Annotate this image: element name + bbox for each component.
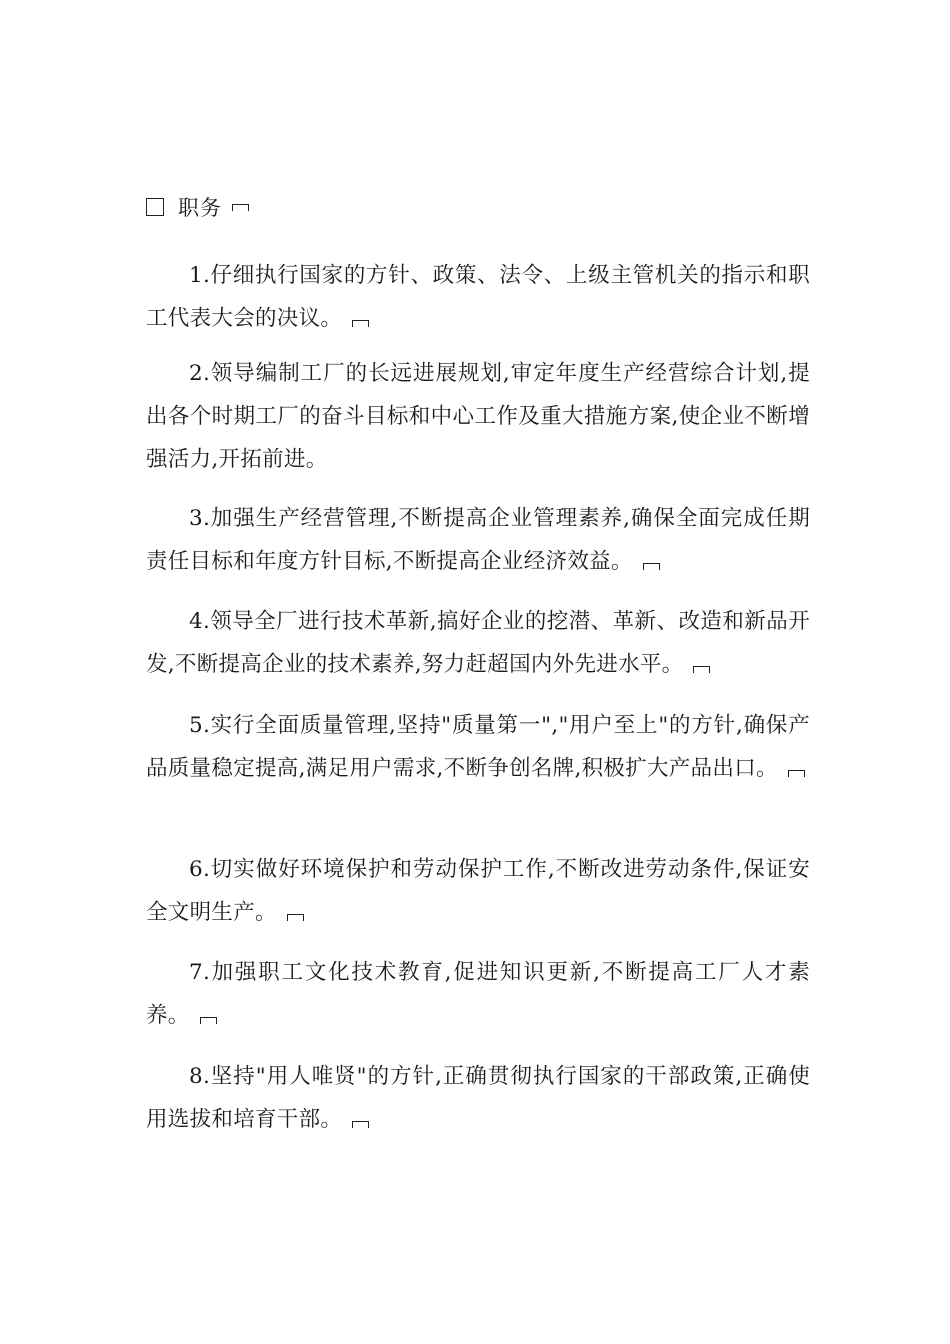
duty-item-text: 2.领导编制工厂的长远进展规划,审定年度生产经营综合计划,提出各个时期工厂的奋斗目标和中心工作及重大措施方案,使企业不断增强活力,开拓前进。	[146, 361, 810, 472]
paragraph-mark-icon	[287, 914, 304, 921]
paragraph-mark-icon	[352, 320, 369, 327]
section-heading	[146, 190, 249, 224]
duty-item	[146, 1055, 810, 1141]
duty-item	[146, 497, 810, 583]
paragraph-mark-icon	[232, 204, 249, 211]
paragraph-mark-icon	[643, 563, 660, 570]
duty-item-text: 4.领导全厂进行技术革新,搞好企业的挖潜、革新、改造和新品开发,不断提高企业的技术素养,努力赶超国内外先进水平。	[146, 609, 810, 677]
paragraph-mark-icon	[788, 770, 805, 777]
checkbox-icon	[146, 198, 164, 216]
duty-item	[146, 848, 810, 934]
duty-item-text: 3.加强生产经营管理,不断提高企业管理素养,确保全面完成任期责任目标和年度方针目标,不断提高企业经济效益。	[146, 506, 810, 574]
duty-item	[146, 352, 810, 481]
duty-item-text: 5.实行全面质量管理,坚持"质量第一","用户至上"的方针,确保产品质量稳定提高,满足用户需求,不断争创名牌,积极扩大产品出口。	[146, 713, 810, 781]
heading-label: 职务	[178, 196, 222, 220]
duty-item-text: 1.仔细执行国家的方针、政策、法令、上级主管机关的指示和职工代表大会的决议。	[146, 263, 810, 331]
paragraph-mark-icon	[200, 1017, 217, 1024]
paragraph-mark-icon	[693, 666, 710, 673]
duty-item-text: 6.切实做好环境保护和劳动保护工作,不断改进劳动条件,保证安全文明生产。	[146, 857, 810, 925]
duty-item-text: 8.坚持"用人唯贤"的方针,正确贯彻执行国家的干部政策,正确使用选拔和培育干部。	[146, 1064, 810, 1132]
duty-item	[146, 951, 810, 1037]
duty-item	[146, 254, 810, 340]
duty-item-text: 7.加强职工文化技术教育,促进知识更新,不断提高工厂人才素养。	[146, 960, 810, 1028]
duty-item	[146, 600, 810, 686]
paragraph-mark-icon	[352, 1121, 369, 1128]
duty-item	[146, 704, 810, 790]
